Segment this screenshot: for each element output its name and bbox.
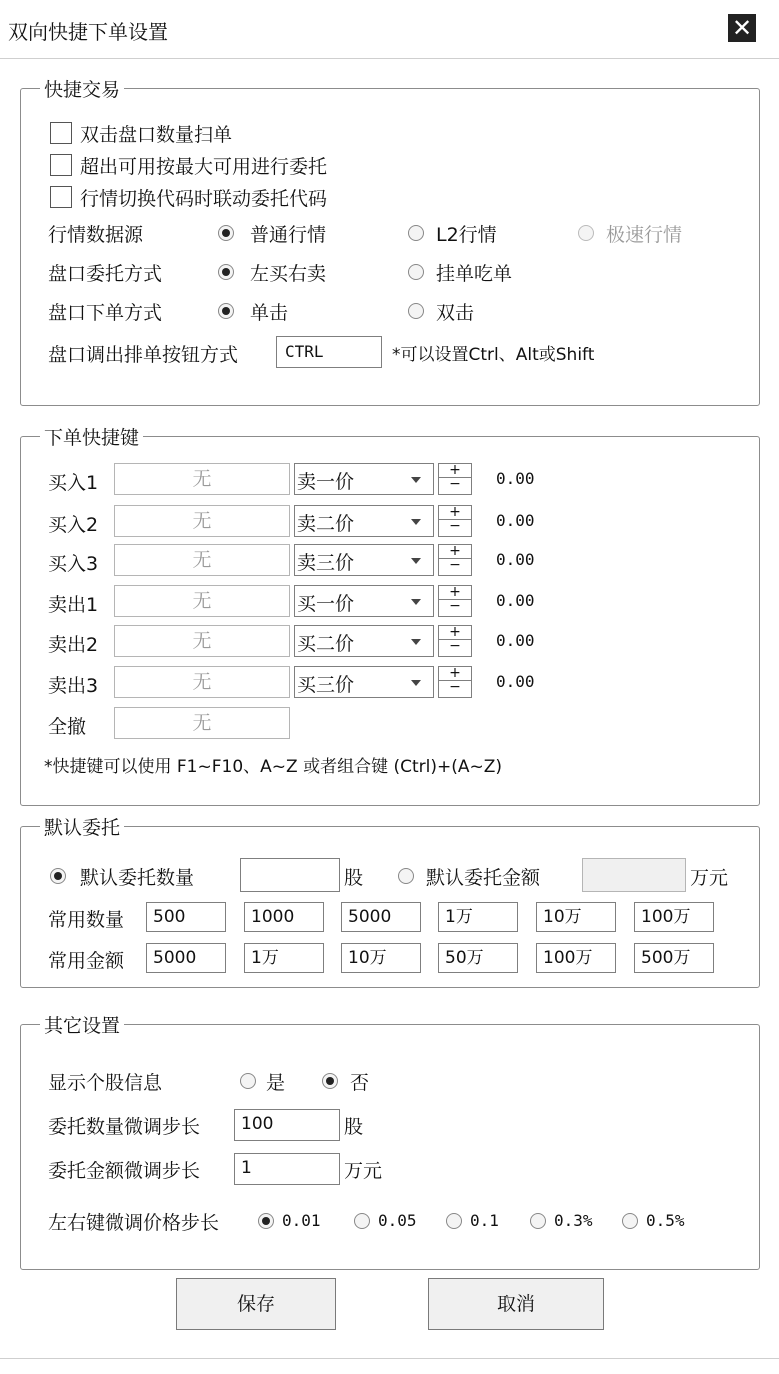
checkbox-label: 双击盘口数量扫单 xyxy=(80,124,233,146)
radio-label: 单击 xyxy=(250,302,289,324)
radio-show-info-yes[interactable] xyxy=(240,1073,256,1089)
price-dropdown[interactable] xyxy=(294,505,434,537)
common-qty-input[interactable]: 1000 xyxy=(244,902,324,932)
quick-trade-legend: 快捷交易 xyxy=(40,75,124,102)
amount-step-unit: 万元 xyxy=(344,1160,383,1182)
hotkey-input[interactable]: CTRL xyxy=(276,336,382,368)
plus-icon[interactable]: + xyxy=(449,462,461,478)
price-stepper[interactable] xyxy=(438,463,472,495)
minus-icon[interactable]: − xyxy=(439,519,471,533)
shortcut-key-input[interactable]: 无 xyxy=(114,625,290,657)
chevron-down-icon xyxy=(411,558,421,564)
price-dropdown-value: 买一价 xyxy=(297,593,355,615)
chevron-down-icon xyxy=(411,477,421,483)
radio-maker-taker[interactable] xyxy=(408,264,424,280)
price-offset-value: 0.00 xyxy=(496,591,535,610)
radio-l2-quote[interactable] xyxy=(408,225,424,241)
common-amount-input[interactable]: 5000 xyxy=(146,943,226,973)
radio-label: 0.05 xyxy=(378,1211,417,1230)
radio-label: 0.1 xyxy=(470,1211,499,1230)
shortcut-row-label: 卖出1 xyxy=(48,594,99,616)
window-title: 双向快捷下单设置 xyxy=(8,20,168,44)
radio-default-qty[interactable] xyxy=(50,868,66,884)
radio-label: 0.01 xyxy=(282,1211,321,1230)
show-info-label: 显示个股信息 xyxy=(48,1072,163,1094)
price-stepper[interactable] xyxy=(438,625,472,657)
shortcut-legend: 下单快捷键 xyxy=(40,423,143,450)
radio-label: 0.5% xyxy=(646,1211,685,1230)
radio-price-step-0-05[interactable] xyxy=(354,1213,370,1229)
shortcut-row-label: 买入3 xyxy=(48,553,99,575)
price-offset-value: 0.00 xyxy=(496,511,535,530)
default-qty-input[interactable] xyxy=(240,858,340,892)
cancel-all-key-input[interactable]: 无 xyxy=(114,707,290,739)
qty-step-label: 委托数量微调步长 xyxy=(48,1116,201,1138)
radio-label: 是 xyxy=(266,1072,286,1094)
price-dropdown-value: 卖二价 xyxy=(297,513,355,535)
price-stepper[interactable] xyxy=(438,544,472,576)
common-qty-input[interactable]: 500 xyxy=(146,902,226,932)
shortcut-row-label: 卖出2 xyxy=(48,634,99,656)
plus-icon[interactable]: + xyxy=(449,543,461,559)
hotkey-hint: *可以设置Ctrl、Alt或Shift xyxy=(392,345,595,365)
default-qty-label: 默认委托数量 xyxy=(80,867,195,889)
title-bar xyxy=(0,0,779,59)
order-mode-label: 盘口委托方式 xyxy=(48,263,163,285)
checkbox-max-available[interactable] xyxy=(50,154,72,176)
minus-icon[interactable]: − xyxy=(439,599,471,613)
hotkey-label: 盘口调出排单按钮方式 xyxy=(48,344,239,366)
amount-step-input[interactable]: 1 xyxy=(234,1153,340,1185)
radio-double-click[interactable] xyxy=(408,303,424,319)
amount-step-label: 委托金额微调步长 xyxy=(48,1160,201,1182)
click-mode-label: 盘口下单方式 xyxy=(48,302,163,324)
price-stepper[interactable] xyxy=(438,666,472,698)
common-amount-input[interactable]: 50万 xyxy=(438,943,518,973)
radio-single-click[interactable] xyxy=(218,303,234,319)
default-qty-unit: 股 xyxy=(344,867,364,889)
minus-icon[interactable]: − xyxy=(439,639,471,653)
radio-label: 否 xyxy=(350,1072,370,1094)
common-amount-label: 常用金额 xyxy=(48,950,125,972)
price-offset-value: 0.00 xyxy=(496,672,535,691)
radio-fast-quote xyxy=(578,225,594,241)
common-amount-input[interactable]: 10万 xyxy=(341,943,421,973)
chevron-down-icon xyxy=(411,599,421,605)
radio-label: 挂单吃单 xyxy=(436,263,513,285)
price-dropdown-value: 卖一价 xyxy=(297,471,355,493)
checkbox-label: 行情切换代码时联动委托代码 xyxy=(80,188,328,210)
common-amount-input[interactable]: 1万 xyxy=(244,943,324,973)
chevron-down-icon xyxy=(411,639,421,645)
shortcut-key-input[interactable]: 无 xyxy=(114,505,290,537)
shortcut-key-input[interactable]: 无 xyxy=(114,585,290,617)
price-offset-value: 0.00 xyxy=(496,550,535,569)
qty-step-input[interactable]: 100 xyxy=(234,1109,340,1141)
radio-label: 左买右卖 xyxy=(250,263,327,285)
plus-icon[interactable]: + xyxy=(449,584,461,600)
default-amount-label: 默认委托金额 xyxy=(426,867,541,889)
chevron-down-icon xyxy=(411,519,421,525)
common-qty-input[interactable]: 10万 xyxy=(536,902,616,932)
minus-icon[interactable]: − xyxy=(439,477,471,491)
price-dropdown[interactable] xyxy=(294,666,434,698)
data-source-label: 行情数据源 xyxy=(48,224,144,246)
radio-label: L2行情 xyxy=(436,224,497,246)
chevron-down-icon xyxy=(411,680,421,686)
radio-label: 极速行情 xyxy=(606,224,683,246)
minus-icon[interactable]: − xyxy=(439,558,471,572)
radio-left-buy-right-sell[interactable] xyxy=(218,264,234,280)
radio-show-info-no[interactable] xyxy=(322,1073,338,1089)
qty-step-unit: 股 xyxy=(344,1116,364,1138)
radio-price-step-0-1[interactable] xyxy=(446,1213,462,1229)
minus-icon[interactable]: − xyxy=(439,680,471,694)
common-qty-input[interactable]: 100万 xyxy=(634,902,714,932)
bottom-divider xyxy=(0,1358,779,1359)
cancel-button[interactable]: 取消 xyxy=(428,1278,604,1330)
price-dropdown[interactable] xyxy=(294,625,434,657)
radio-normal-quote[interactable] xyxy=(218,225,234,241)
price-dropdown-value: 卖三价 xyxy=(297,552,355,574)
shortcut-row-label: 买入2 xyxy=(48,514,99,536)
save-button[interactable]: 保存 xyxy=(176,1278,336,1330)
default-order-legend: 默认委托 xyxy=(40,813,124,840)
other-settings-legend: 其它设置 xyxy=(40,1011,124,1038)
price-dropdown[interactable] xyxy=(294,463,434,495)
radio-price-step-0-01[interactable] xyxy=(258,1213,274,1229)
price-stepper[interactable] xyxy=(438,585,472,617)
cancel-all-label: 全撤 xyxy=(48,716,87,738)
radio-label: 双击 xyxy=(436,302,475,324)
plus-icon[interactable]: + xyxy=(449,665,461,681)
price-stepper[interactable] xyxy=(438,505,472,537)
shortcut-row-label: 买入1 xyxy=(48,472,99,494)
radio-label: 0.3% xyxy=(554,1211,593,1230)
common-amount-input[interactable]: 100万 xyxy=(536,943,616,973)
checkbox-label: 超出可用按最大可用进行委托 xyxy=(80,156,328,178)
price-dropdown-value: 买三价 xyxy=(297,674,355,696)
common-amount-input[interactable]: 500万 xyxy=(634,943,714,973)
radio-label: 普通行情 xyxy=(250,224,327,246)
shortcut-note: *快捷键可以使用 F1~F10、A~Z 或者组合键 (Ctrl)+(A~Z) xyxy=(44,757,503,777)
plus-icon[interactable]: + xyxy=(449,504,461,520)
shortcut-key-input[interactable]: 无 xyxy=(114,666,290,698)
radio-price-step-0-3pct[interactable] xyxy=(530,1213,546,1229)
default-amount-input[interactable] xyxy=(582,858,686,892)
checkbox-dblclick-sweep[interactable] xyxy=(50,122,72,144)
checkbox-link-code[interactable] xyxy=(50,186,72,208)
price-step-label: 左右键微调价格步长 xyxy=(48,1212,220,1234)
price-offset-value: 0.00 xyxy=(496,631,535,650)
plus-icon[interactable]: + xyxy=(449,624,461,640)
shortcut-key-input[interactable]: 无 xyxy=(114,544,290,576)
radio-default-amount[interactable] xyxy=(398,868,414,884)
common-qty-label: 常用数量 xyxy=(48,909,125,931)
price-dropdown[interactable] xyxy=(294,544,434,576)
shortcut-row-label: 卖出3 xyxy=(48,675,99,697)
price-offset-value: 0.00 xyxy=(496,469,535,488)
close-icon[interactable]: ✕ xyxy=(728,14,756,42)
price-dropdown[interactable] xyxy=(294,585,434,617)
shortcut-key-input[interactable]: 无 xyxy=(114,463,290,495)
price-dropdown-value: 买二价 xyxy=(297,633,355,655)
radio-price-step-0-5pct[interactable] xyxy=(622,1213,638,1229)
common-qty-input[interactable]: 5000 xyxy=(341,902,421,932)
common-qty-input[interactable]: 1万 xyxy=(438,902,518,932)
default-amount-unit: 万元 xyxy=(690,867,729,889)
